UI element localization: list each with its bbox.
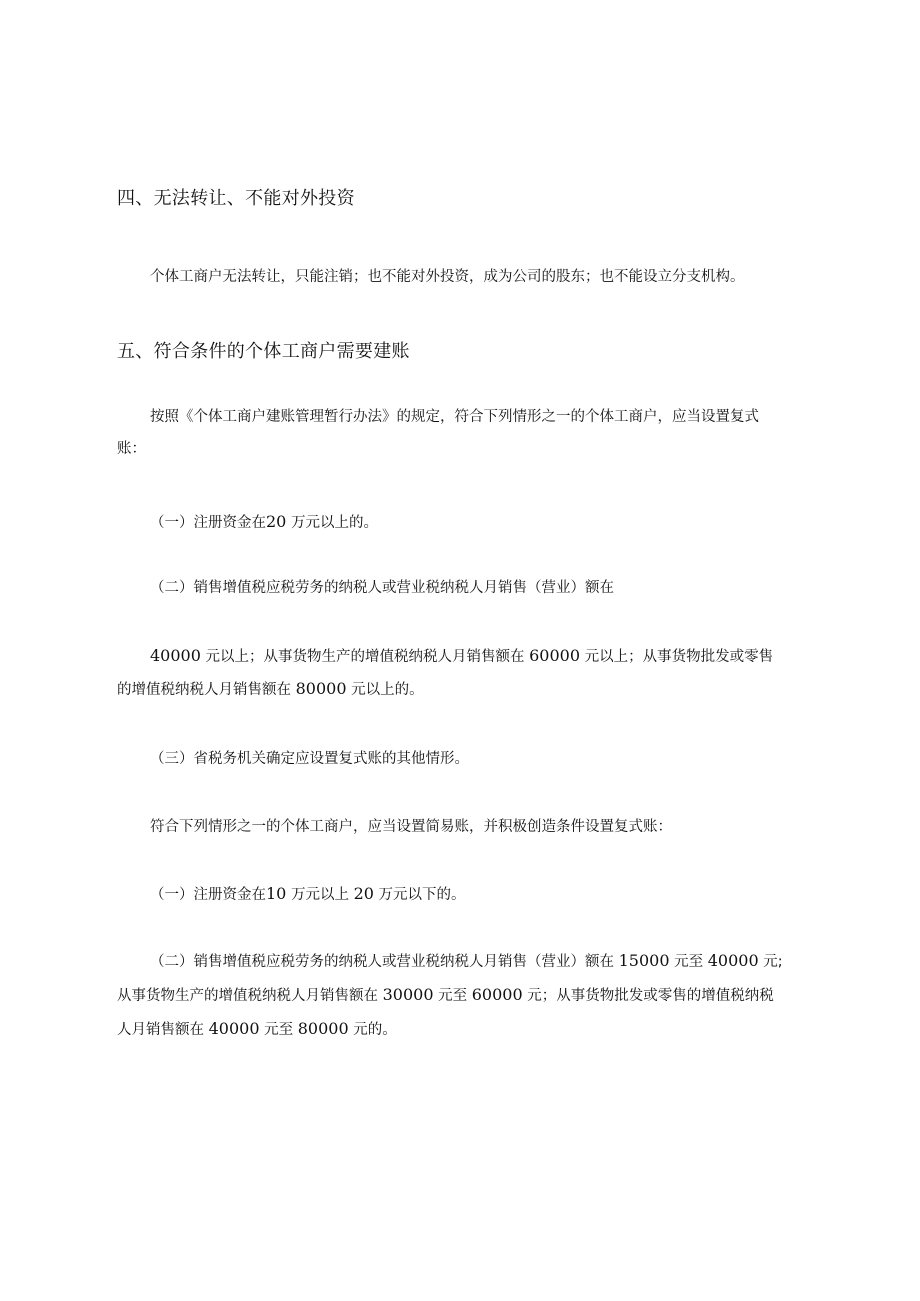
double-entry-item-1-suffix: 万元以上的。 bbox=[290, 515, 378, 531]
simple-item-2-line3 bbox=[117, 1017, 397, 1042]
simple-intro: 符合下列情形之一的个体工商户，应当设置简易账，并积极创造条件设置复式账： bbox=[150, 819, 672, 835]
amount: 60000 bbox=[529, 646, 581, 665]
text: 元以上；从事货物批发或零售 bbox=[584, 649, 774, 665]
amount: 15000 bbox=[618, 951, 670, 970]
section-4-heading: 四、无法转让、不能对外投资 bbox=[117, 188, 355, 209]
section-5-heading: 五、符合条件的个体工商户需要建账 bbox=[117, 341, 410, 362]
text: 元至 bbox=[438, 988, 468, 1004]
section-4-body: 个体工商户无法转让，只能注销；也不能对外投资，成为公司的股东；也不能设立分支机构。 bbox=[150, 269, 745, 285]
amount: 30000 bbox=[382, 985, 434, 1004]
text: 元以上的。 bbox=[351, 682, 424, 698]
text: 元的。 bbox=[353, 1022, 397, 1038]
text: 元以上；从事货物生产的增值税纳税人月销售额在 bbox=[205, 649, 525, 665]
double-entry-item-1-prefix: （一）注册资金在 bbox=[150, 515, 266, 531]
double-entry-item-2-line2 bbox=[150, 644, 773, 669]
amount: 20 bbox=[353, 884, 374, 903]
amount: 60000 bbox=[471, 985, 523, 1004]
amount: 40000 bbox=[707, 951, 759, 970]
amount: 40000 bbox=[150, 646, 201, 665]
simple-item-2-line2 bbox=[117, 983, 774, 1008]
text: 的增值税纳税人月销售额在 bbox=[117, 682, 291, 698]
text: 元；从事货物批发或零售的增值税纳税 bbox=[527, 988, 774, 1004]
double-entry-item-2-line3 bbox=[117, 677, 424, 702]
text: 元至 bbox=[264, 1022, 294, 1038]
text: 人月销售额在 bbox=[117, 1022, 204, 1038]
double-entry-item-2-line1: （二）销售增值税应税劳务的纳税人或营业税纳税人月销售（营业）额在 bbox=[150, 580, 614, 596]
double-entry-item-3: （三）省税务机关确定应设置复式账的其他情形。 bbox=[150, 751, 469, 767]
text: （二）销售增值税应税劳务的纳税人或营业税纳税人月销售（营业）额在 bbox=[150, 954, 614, 970]
amount: 80000 bbox=[295, 679, 347, 698]
text: （一）注册资金在 bbox=[150, 887, 266, 903]
text: 元; bbox=[763, 954, 783, 970]
amount: 40000 bbox=[208, 1019, 260, 1038]
section-5-intro-line1: 按照《个体工商户建账管理暂行办法》的规定，符合下列情形之一的个体工商户，应当设置复式 bbox=[150, 409, 759, 425]
text: 万元以下的。 bbox=[378, 887, 466, 903]
double-entry-item-1-amount: 20 bbox=[266, 512, 287, 531]
text: 元至 bbox=[674, 954, 704, 970]
simple-item-1 bbox=[150, 882, 466, 907]
amount: 80000 bbox=[297, 1019, 349, 1038]
amount: 10 bbox=[266, 884, 287, 903]
double-entry-item-1 bbox=[150, 510, 378, 535]
text: 从事货物生产的增值税纳税人月销售额在 bbox=[117, 988, 378, 1004]
text: 万元以上 bbox=[290, 887, 349, 903]
section-5-intro-line2: 账： bbox=[117, 441, 146, 457]
simple-item-2-line1 bbox=[150, 949, 783, 974]
